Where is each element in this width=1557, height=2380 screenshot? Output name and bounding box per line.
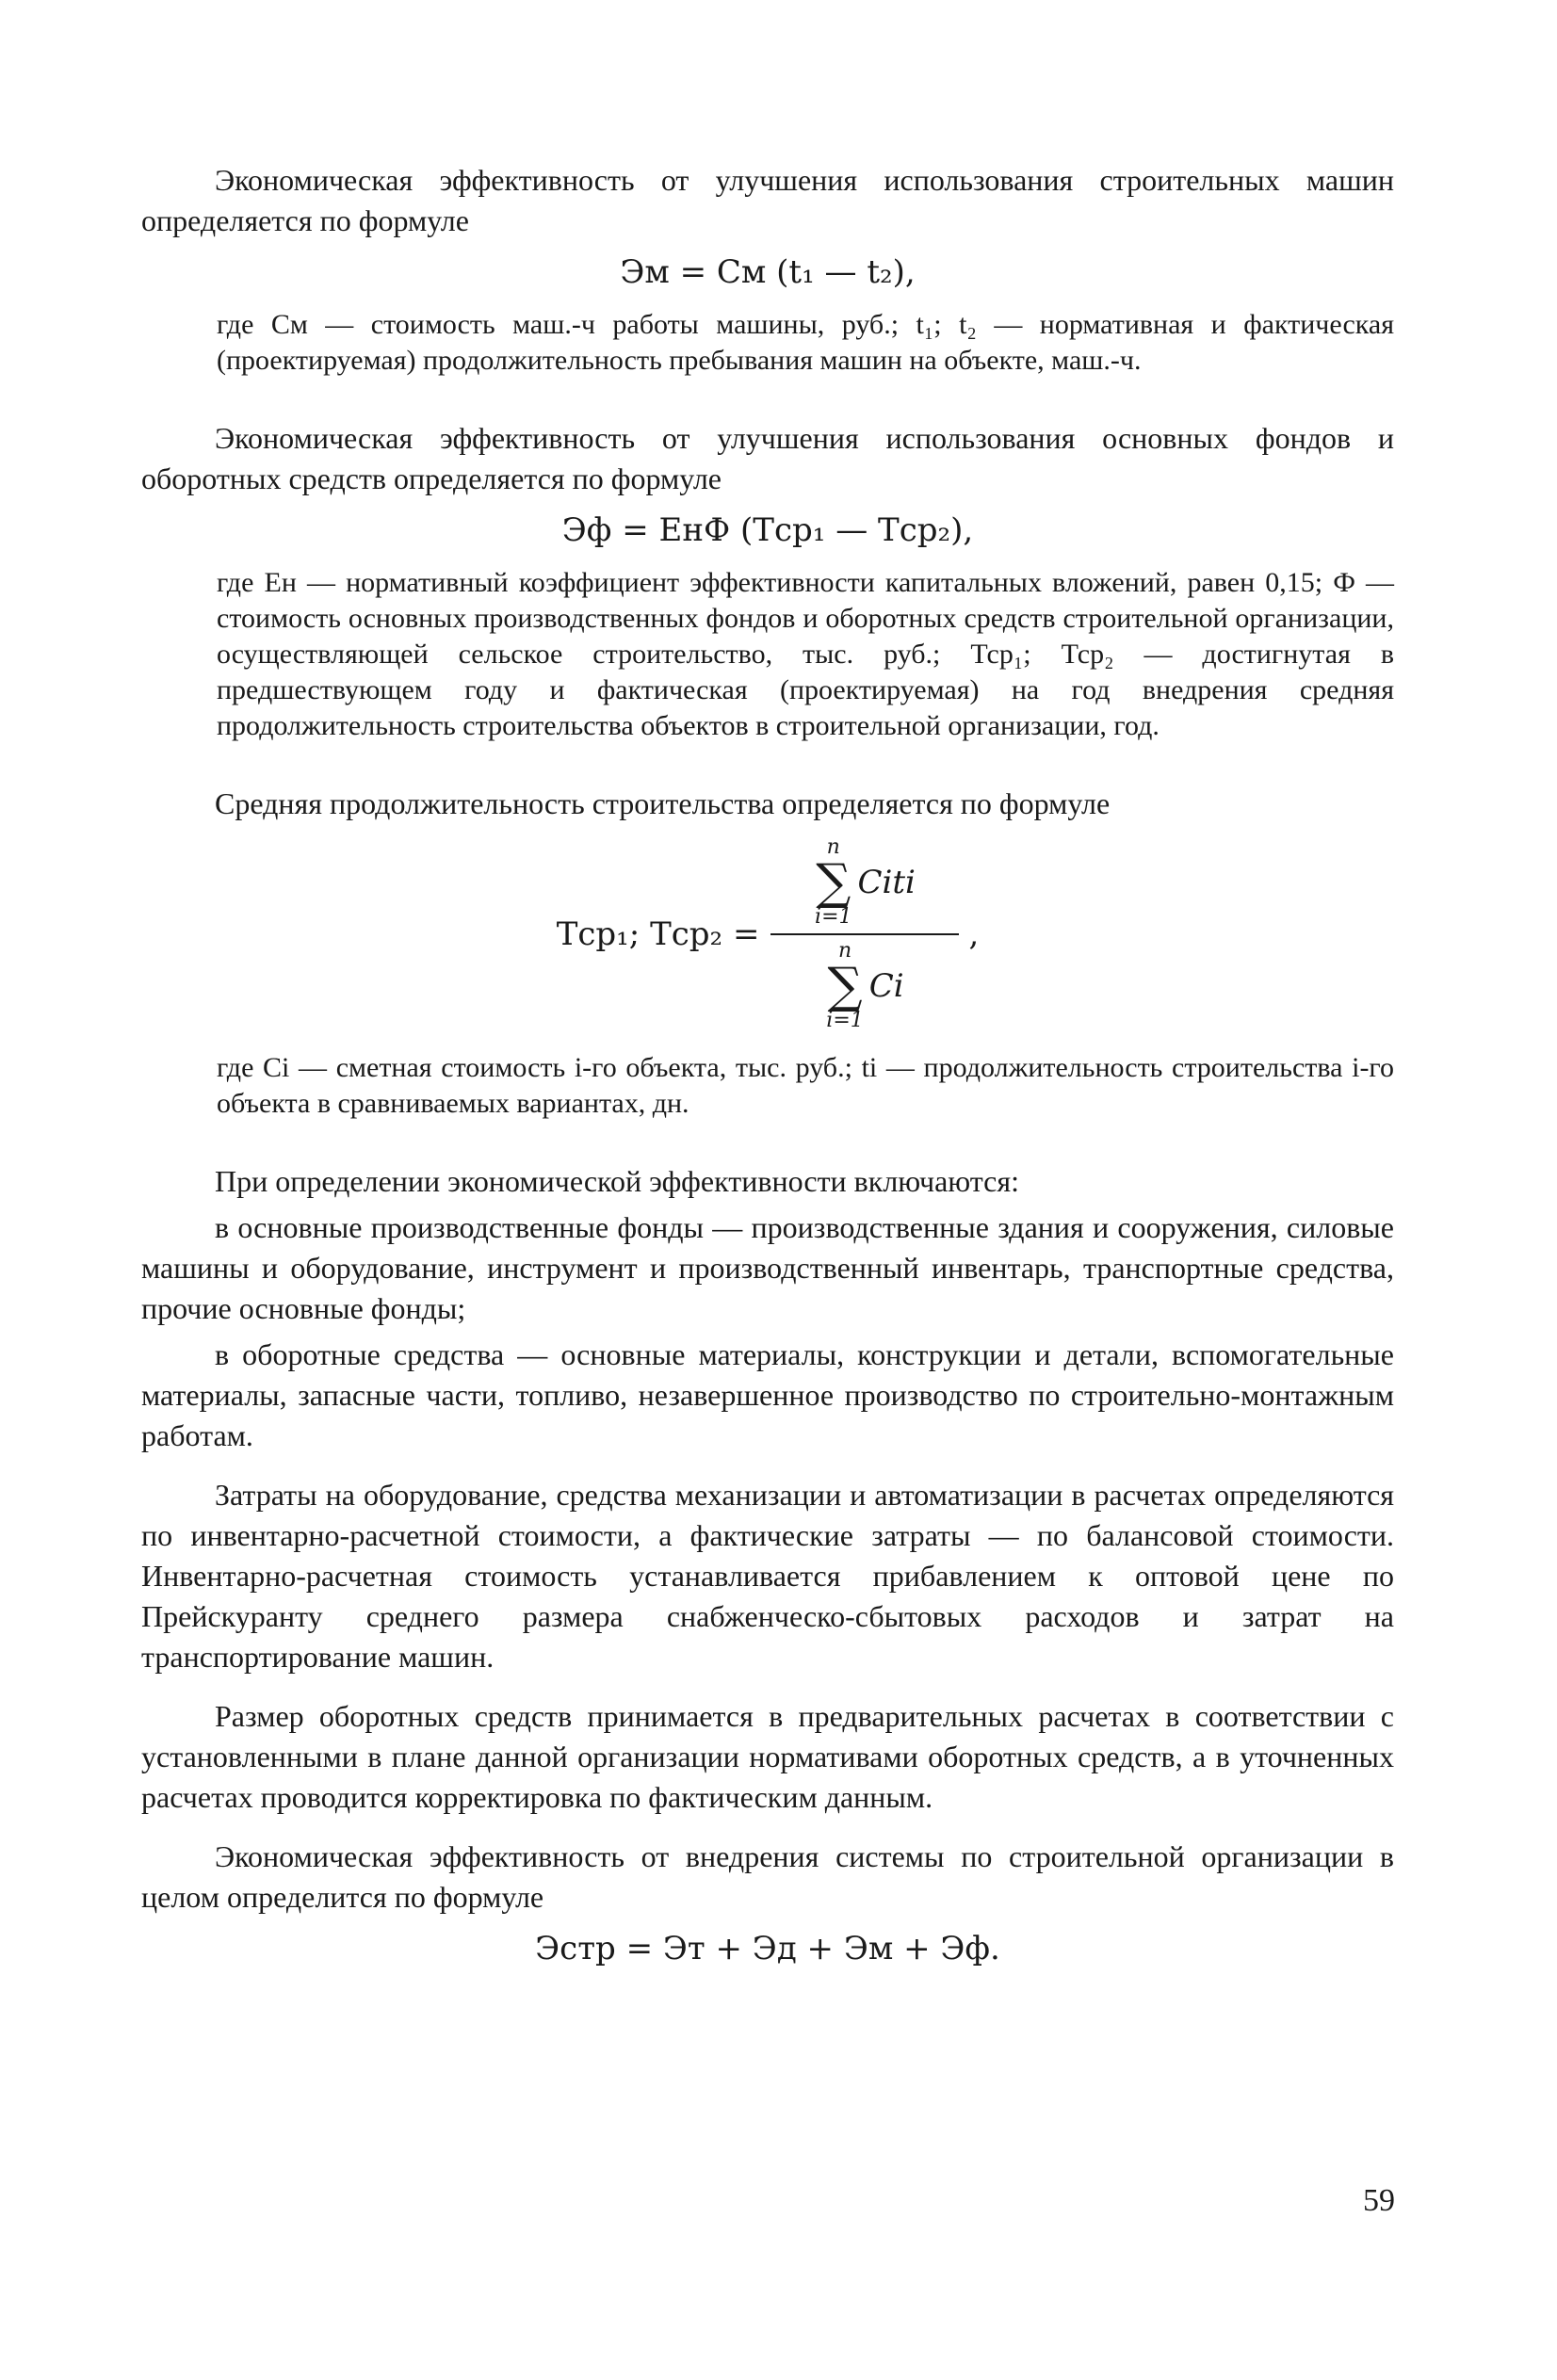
paragraph-total-efficiency: Экономическая эффективность от внедрения системы по строительной организации в целом определится по формуле	[141, 1839, 1394, 1914]
lower-limit: i=1	[826, 1009, 864, 1032]
denominator-term: Ci	[868, 966, 904, 1005]
paragraph-equipment-costs: Затраты на оборудование, средства механизации и автоматизации в расчетах определяются по инвентарно-расчетной стоимости, а фактические затраты — по балансовой стоимости. Инвентарно-расчетная стоимость устанавливается прибавлением к оптовой цене по Прейскуранту среднего размера снабженческо-сбытовых расходов и затрат на транспортирование машин.	[141, 1478, 1394, 1674]
paragraph-funds: Экономическая эффективность от улучшения использования основных фондов и оборотных средств определяется по формуле	[141, 421, 1394, 495]
fraction-bar	[770, 933, 959, 935]
page-number: 59	[1363, 2183, 1395, 2218]
numerator-term: Citi	[857, 863, 916, 901]
upper-limit: n	[837, 939, 852, 963]
upper-limit: n	[826, 835, 840, 859]
formula-duration-trail: ,	[968, 915, 980, 953]
numerator	[815, 837, 916, 928]
paragraph-machines: Экономическая эффективность от улучшения использования строительных машин определяется по формуле	[141, 163, 1394, 237]
paragraph-includes: При определении экономической эффективности включаются:	[215, 1164, 1019, 1198]
fraction	[770, 837, 959, 1031]
paragraph-duration: Средняя продолжительность строительства определяется по формуле	[215, 786, 1111, 820]
formula-duration-lhs: Тср₁; Тср₂ =	[556, 915, 760, 953]
sum-symbol-numerator	[815, 837, 851, 928]
sum-symbol-denominator	[826, 941, 863, 1031]
formula-funds: Эф = ЕнФ (Тср₁ — Тср₂),	[561, 511, 974, 549]
page-body	[141, 160, 1394, 1983]
paragraph-fixed-assets: в основные производственные фонды — производственные здания и сооружения, силовые машины и оборудование, инструмент и производственный инвентарь, транспортные средства, прочие основные фонды;	[141, 1210, 1394, 1325]
sigma-icon: ∑	[816, 854, 851, 911]
definition-funds: где Ен — нормативный коэффициент эффективности капитальных вложений, равен 0,15; Ф — стоимость основных производственных фондов и оборотных средств строительной организации, осуществляющей сельское строительство, тыс. руб.; Тср₁; Тср₂ — достигнутая в предшествующем году и фактическая (проектируемая) на год внедрения средняя продолжительность строительства объектов в строительной организации, год.	[217, 567, 1394, 741]
definition-duration: где Ci — сметная стоимость i-го объекта, тыс. руб.; ti — продолжительность строительства i-го объекта в сравниваемых вариантах, дн.	[217, 1052, 1394, 1119]
paragraph-capital-size: Размер оборотных средств принимается в предварительных расчетах в соответствии с установленными в плане данной организации нормативами оборотных средств, а в уточненных расчетах проводится корректировка по фактическим данным.	[141, 1699, 1394, 1814]
paragraph-working-capital: в оборотные средства — основные материалы, конструкции и детали, вспомогательные материалы, запасные части, топливо, незавершенное производство по строительно-монтажным работам.	[141, 1337, 1394, 1452]
denominator	[826, 941, 903, 1031]
formula-total: Эстр = Эт + Эд + Эм + Эф.	[535, 1930, 1000, 1967]
lower-limit: i=1	[815, 905, 852, 929]
definition-machines: где См — стоимость маш.-ч работы машины, руб.; t₁; t₂ — нормативная и фактическая (проектируемая) продолжительность пребывания машин на объекте, маш.-ч.	[217, 309, 1394, 376]
formula-duration	[141, 837, 1394, 1031]
formula-machines: Эм = См (t₁ — t₂),	[620, 253, 916, 291]
sigma-icon: ∑	[827, 958, 863, 1014]
